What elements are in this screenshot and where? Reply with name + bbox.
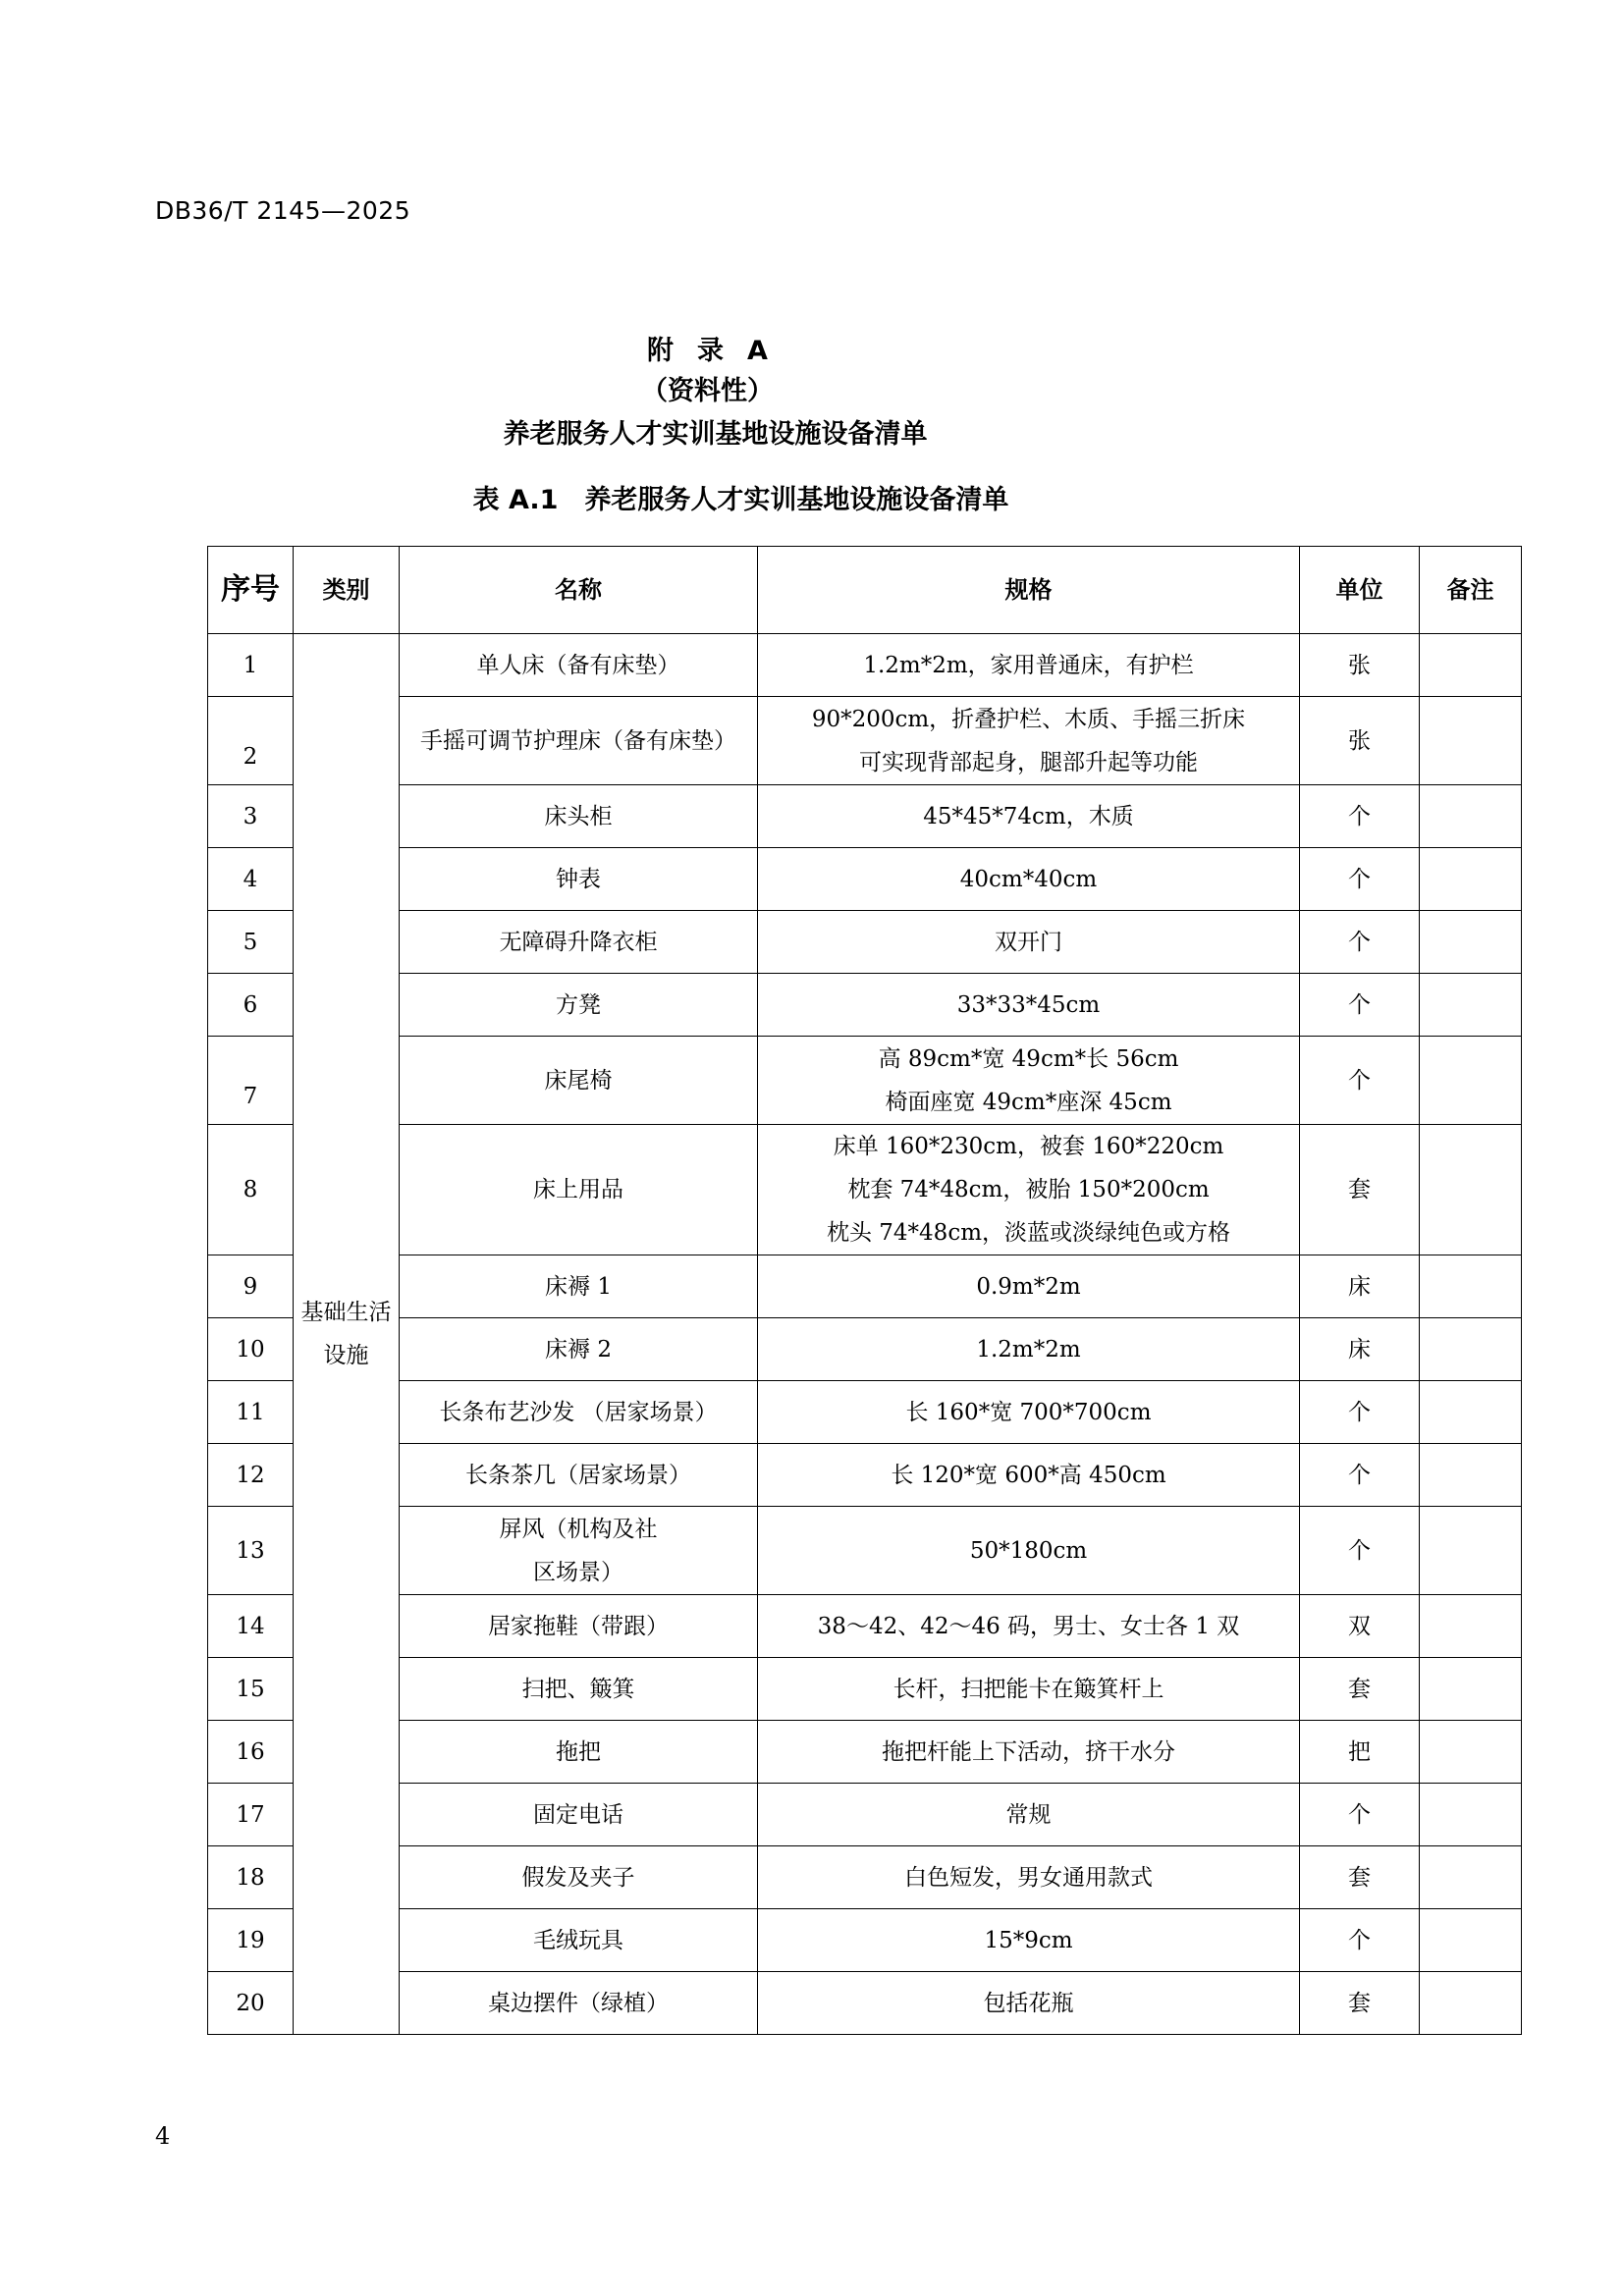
appendix-word-2: 录: [697, 336, 725, 366]
spec-line: 长 120*宽 600*高 450cm: [891, 1462, 1166, 1488]
header-cell: 名称: [400, 547, 758, 634]
note-cell: [1420, 1658, 1522, 1721]
name-cell: [400, 1595, 758, 1658]
name-line: 长条茶几（居家场景）: [465, 1462, 691, 1488]
note-cell: [1420, 1444, 1522, 1507]
spec-cell: [758, 697, 1300, 785]
name-line: 假发及夹子: [521, 1864, 635, 1891]
name-line: 钟表: [556, 866, 601, 892]
note-cell: [1420, 1255, 1522, 1318]
table-body: [208, 634, 1522, 2035]
spec-cell: [758, 1125, 1300, 1255]
name-cell: [400, 1658, 758, 1721]
row-number-cell: 16: [208, 1721, 294, 1784]
spec-line: 1.2m*2m，家用普通床，有护栏: [863, 652, 1194, 678]
name-line: 毛绒玩具: [533, 1927, 623, 1953]
row-number-cell: 20: [208, 1972, 294, 2035]
spec-cell: [758, 1255, 1300, 1318]
unit-cell: 张: [1300, 697, 1420, 785]
note-cell: [1420, 634, 1522, 697]
unit-cell: 套: [1300, 1658, 1420, 1721]
category-line: 设施: [323, 1343, 369, 1368]
name-cell: [400, 1037, 758, 1125]
table-row: [208, 785, 1522, 848]
note-cell: [1420, 1909, 1522, 1972]
spec-line: 33*33*45cm: [956, 991, 1101, 1018]
document-code: DB36/T 2145—2025: [155, 196, 411, 225]
name-line: 区场景）: [533, 1559, 623, 1585]
spec-cell: [758, 1381, 1300, 1444]
name-line: 桌边摆件（绿植）: [488, 1990, 669, 2016]
note-cell: [1420, 697, 1522, 785]
appendix-letter: A: [747, 336, 768, 366]
table-row: [208, 1972, 1522, 2035]
spec-cell: [758, 911, 1300, 974]
name-cell: [400, 634, 758, 697]
name-line: 方凳: [556, 991, 601, 1018]
spec-line: 包括花瓶: [983, 1990, 1074, 2016]
spec-line: 1.2m*2m: [976, 1336, 1081, 1362]
note-cell: [1420, 785, 1522, 848]
table-row: [208, 1658, 1522, 1721]
table-row: [208, 1255, 1522, 1318]
row-number-cell: 17: [208, 1784, 294, 1846]
row-number-cell: 19: [208, 1909, 294, 1972]
table-row: [208, 974, 1522, 1037]
row-number-cell: 9: [208, 1255, 294, 1318]
table-row: [208, 1444, 1522, 1507]
spec-line: 双开门: [995, 929, 1062, 955]
note-cell: [1420, 1318, 1522, 1381]
row-number-cell: 18: [208, 1846, 294, 1909]
spec-line: 15*9cm: [984, 1927, 1073, 1953]
name-line: 无障碍升降衣柜: [499, 929, 658, 955]
name-line: 床尾椅: [544, 1067, 613, 1094]
name-line: 床褥 2: [545, 1336, 612, 1362]
unit-cell: 个: [1300, 1444, 1420, 1507]
spec-cell: [758, 1507, 1300, 1595]
table-row: [208, 1507, 1522, 1595]
row-number-cell: 6: [208, 974, 294, 1037]
table-row: [208, 634, 1522, 697]
unit-cell: 套: [1300, 1846, 1420, 1909]
name-cell: [400, 1381, 758, 1444]
name-line: 单人床（备有床垫）: [476, 652, 680, 678]
name-cell: [400, 1784, 758, 1846]
spec-line: 椅面座宽 49cm*座深 45cm: [885, 1089, 1172, 1115]
header-cell: 类别: [294, 547, 400, 634]
name-cell: [400, 848, 758, 911]
table-row: [208, 911, 1522, 974]
note-cell: [1420, 1595, 1522, 1658]
row-number-cell: 1: [208, 634, 294, 697]
note-cell: [1420, 1381, 1522, 1444]
spec-cell: [758, 1909, 1300, 1972]
spec-line: 长 160*宽 700*700cm: [905, 1399, 1152, 1425]
appendix-word-1: 附: [647, 336, 675, 366]
spec-cell: [758, 974, 1300, 1037]
row-number-cell: 10: [208, 1318, 294, 1381]
table-row: [208, 848, 1522, 911]
spec-line: 床单 160*230cm，被套 160*220cm: [833, 1134, 1224, 1159]
equipment-table: [207, 546, 1522, 2035]
row-number-cell: 4: [208, 848, 294, 911]
table-row: [208, 697, 1522, 785]
name-cell: [400, 911, 758, 974]
name-line: 长条布艺沙发 （居家场景）: [439, 1399, 718, 1425]
table-row: [208, 1909, 1522, 1972]
spec-line: 拖把杆能上下活动，挤干水分: [882, 1738, 1175, 1765]
name-cell: [400, 1909, 758, 1972]
name-cell: [400, 1846, 758, 1909]
spec-line: 长杆，扫把能卡在簸箕杆上: [893, 1676, 1164, 1702]
table-row: [208, 1381, 1522, 1444]
table-row: [208, 1318, 1522, 1381]
unit-cell: 个: [1300, 974, 1420, 1037]
unit-cell: 个: [1300, 1381, 1420, 1444]
spec-cell: [758, 1444, 1300, 1507]
spec-line: 可实现背部起身，腿部升起等功能: [859, 749, 1198, 775]
note-cell: [1420, 1784, 1522, 1846]
name-line: 手摇可调节护理床（备有床垫）: [420, 727, 736, 754]
note-cell: [1420, 848, 1522, 911]
name-line: 固定电话: [533, 1801, 623, 1828]
name-cell: [400, 1721, 758, 1784]
table-row: [208, 1784, 1522, 1846]
name-cell: [400, 1507, 758, 1595]
spec-cell: [758, 1318, 1300, 1381]
row-number-cell: 12: [208, 1444, 294, 1507]
spec-cell: [758, 1658, 1300, 1721]
table-caption: 表 A.1 养老服务人才实训基地设施设备清单: [472, 485, 1009, 515]
table-row: [208, 1595, 1522, 1658]
row-number-cell: 15: [208, 1658, 294, 1721]
row-number-cell: 2: [208, 697, 294, 785]
spec-line: 45*45*74cm，木质: [923, 803, 1134, 829]
row-number-cell: 13: [208, 1507, 294, 1595]
spec-cell: [758, 1846, 1300, 1909]
name-line: 床褥 1: [545, 1273, 612, 1300]
spec-line: 枕头 74*48cm，淡蓝或淡绿纯色或方格: [826, 1220, 1231, 1246]
note-cell: [1420, 1507, 1522, 1595]
spec-cell: [758, 1972, 1300, 2035]
unit-cell: 床: [1300, 1318, 1420, 1381]
spec-cell: [758, 1721, 1300, 1784]
unit-cell: 把: [1300, 1721, 1420, 1784]
spec-line: 常规: [1005, 1801, 1052, 1828]
table-row: [208, 1721, 1522, 1784]
note-cell: [1420, 1037, 1522, 1125]
name-line: 居家拖鞋（带跟）: [488, 1613, 669, 1639]
table-row: [208, 1846, 1522, 1909]
table-row: [208, 1125, 1522, 1255]
name-cell: [400, 1318, 758, 1381]
name-cell: [400, 1125, 758, 1255]
appendix-nature: （资料性）: [641, 376, 774, 406]
note-cell: [1420, 1721, 1522, 1784]
spec-line: 高 89cm*宽 49cm*长 56cm: [878, 1045, 1179, 1072]
unit-cell: 套: [1300, 1972, 1420, 2035]
header-cell: 单位: [1300, 547, 1420, 634]
spec-line: 40cm*40cm: [959, 866, 1098, 892]
name-line: 屏风（机构及社: [499, 1516, 658, 1542]
spec-line: 38～42、42～46 码，男士、女士各 1 双: [817, 1613, 1240, 1639]
unit-cell: 个: [1300, 785, 1420, 848]
name-cell: [400, 1972, 758, 2035]
unit-cell: 个: [1300, 911, 1420, 974]
category-cell: [294, 634, 400, 2035]
note-cell: [1420, 974, 1522, 1037]
name-cell: [400, 785, 758, 848]
header-cell: 序号: [208, 547, 294, 634]
category-line: 基础生活: [300, 1300, 392, 1325]
unit-cell: 双: [1300, 1595, 1420, 1658]
unit-cell: 个: [1300, 1507, 1420, 1595]
name-line: 床上用品: [533, 1177, 623, 1202]
row-number-cell: 7: [208, 1037, 294, 1125]
unit-cell: 个: [1300, 848, 1420, 911]
appendix-title: 养老服务人才实训基地设施设备清单: [503, 419, 928, 450]
unit-cell: 个: [1300, 1909, 1420, 1972]
name-cell: [400, 1255, 758, 1318]
note-cell: [1420, 1125, 1522, 1255]
unit-cell: 个: [1300, 1784, 1420, 1846]
spec-cell: [758, 1037, 1300, 1125]
spec-cell: [758, 848, 1300, 911]
row-number-cell: 3: [208, 785, 294, 848]
table-row: [208, 1037, 1522, 1125]
name-cell: [400, 1444, 758, 1507]
unit-cell: 套: [1300, 1125, 1420, 1255]
row-number-cell: 11: [208, 1381, 294, 1444]
unit-cell: 张: [1300, 634, 1420, 697]
note-cell: [1420, 911, 1522, 974]
spec-cell: [758, 634, 1300, 697]
name-cell: [400, 974, 758, 1037]
header-cell: 备注: [1420, 547, 1522, 634]
spec-line: 90*200cm，折叠护栏、木质、手摇三折床: [811, 706, 1246, 732]
name-line: 扫把、簸箕: [521, 1676, 635, 1702]
name-line: 拖把: [556, 1738, 601, 1765]
unit-cell: 床: [1300, 1255, 1420, 1318]
spec-line: 0.9m*2m: [976, 1273, 1081, 1300]
appendix-heading: [0, 329, 1519, 367]
header-cell: 规格: [758, 547, 1300, 634]
row-number-cell: 5: [208, 911, 294, 974]
page-number: 4: [155, 2122, 171, 2150]
spec-line: 50*180cm: [969, 1537, 1088, 1564]
spec-cell: [758, 1784, 1300, 1846]
row-number-cell: 14: [208, 1595, 294, 1658]
spec-line: 枕套 74*48cm，被胎 150*200cm: [847, 1177, 1210, 1202]
note-cell: [1420, 1846, 1522, 1909]
name-line: 床头柜: [544, 803, 613, 829]
table-header-row: [208, 547, 1522, 634]
unit-cell: 个: [1300, 1037, 1420, 1125]
note-cell: [1420, 1972, 1522, 2035]
spec-cell: [758, 785, 1300, 848]
row-number-cell: 8: [208, 1125, 294, 1255]
spec-cell: [758, 1595, 1300, 1658]
spec-line: 白色短发，男女通用款式: [904, 1864, 1153, 1891]
name-cell: [400, 697, 758, 785]
